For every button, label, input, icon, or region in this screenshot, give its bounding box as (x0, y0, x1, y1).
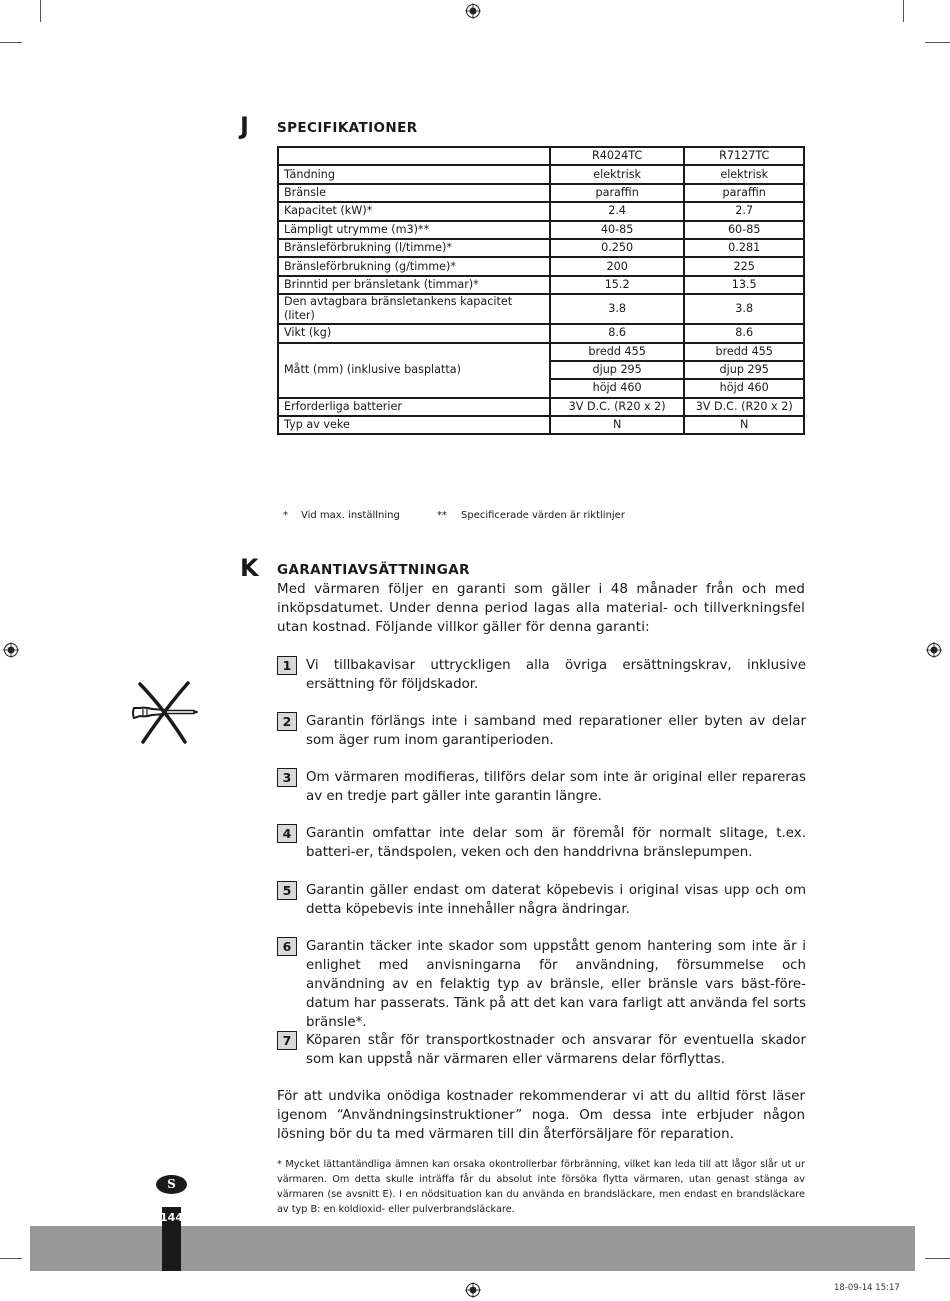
spec-value: elektrisk (684, 165, 804, 183)
spec-value: bredd 455 (550, 343, 684, 361)
spec-value: 3.8 (684, 294, 804, 324)
spec-value: djup 295 (550, 361, 684, 379)
spec-value: N (550, 416, 684, 434)
table-header-row (278, 147, 804, 165)
crop-mark (903, 0, 904, 22)
spec-label: Brinntid per bränsletank (timmar)* (278, 276, 550, 294)
table-row (278, 165, 804, 183)
spec-value: 0.250 (550, 239, 684, 257)
table-row (278, 257, 804, 275)
spec-label: Typ av veke (278, 416, 550, 434)
crop-mark (40, 0, 41, 22)
model-header-r4024tc: R4024TC (550, 147, 684, 165)
item-number-badge: 4 (277, 824, 297, 843)
spec-value: 3V D.C. (R20 x 2) (684, 398, 804, 416)
item-number-badge: 2 (277, 712, 297, 731)
spec-value: 13.5 (684, 276, 804, 294)
spec-label: Bränsleförbrukning (l/timme)* (278, 239, 550, 257)
warranty-condition-text: Garantin omfattar inte delar som är föremål för normalt slitage, t.ex. batteri-er, tändspolen, veken och den handdrivna bränslepumpen. (306, 826, 806, 860)
spec-label: Tändning (278, 165, 550, 183)
spec-label: Bränsleförbrukning (g/timme)* (278, 257, 550, 275)
warranty-condition-text: Garantin förlängs inte i samband med reparationer eller byten av delar som äger rum inom garantiperioden. (306, 714, 806, 748)
spec-value: 3V D.C. (R20 x 2) (550, 398, 684, 416)
item-number-badge: 7 (277, 1031, 297, 1050)
spec-label: Erforderliga batterier (278, 398, 550, 416)
spec-value: paraffin (684, 184, 804, 202)
crop-mark (925, 42, 950, 43)
registration-mark-icon (3, 642, 19, 658)
spec-label: Kapacitet (kW)* (278, 202, 550, 220)
spec-label: Bränsle (278, 184, 550, 202)
warranty-condition-text: Om värmaren modifieras, tillförs delar som inte är original eller repareras av en tredje part gäller inte garantin längre. (306, 770, 806, 804)
spec-label: Den avtagbara bränsletankens kapacitet (liter) (278, 294, 550, 324)
warranty-condition-text: Vi tillbakavisar uttryckligen alla övriga ersättningskrav, inklusive ersättning för följdskador. (306, 658, 806, 692)
section-letter-j: J (240, 112, 249, 140)
footnote-mark: * (283, 510, 288, 521)
flammability-note: * Mycket lättantändliga ämnen kan orsaka okontrollerbar förbränning, vilket kan leda till att lågor slår ut ur värmaren. Om detta skulle inträffa får du absolut inte försöka flytta värmaren, utan genast stänga av värmaren (se avsnitt E). I en nödsituation kan du använda en brandsläckare, men endast en brandsläckare av typ B: en koldioxid- eller pulverbrandsläckare. (277, 1159, 805, 1215)
table-cell (278, 147, 550, 165)
table-row (278, 343, 804, 361)
spec-value: N (684, 416, 804, 434)
crop-mark (0, 42, 22, 43)
spec-value: 3.8 (550, 294, 684, 324)
registration-mark-icon (465, 1282, 481, 1298)
spec-value: 200 (550, 257, 684, 275)
spec-label-dimensions: Mått (mm) (inklusive basplatta) (278, 343, 550, 398)
spec-value: djup 295 (684, 361, 804, 379)
spec-value: höjd 460 (550, 379, 684, 397)
item-number-badge: 5 (277, 881, 297, 900)
spec-value: 8.6 (684, 324, 804, 342)
section-title-warranty: GARANTIAVSÄTTNINGAR (277, 562, 470, 578)
spec-value: 60-85 (684, 221, 804, 239)
item-number-badge: 1 (277, 656, 297, 675)
spec-value: paraffin (550, 184, 684, 202)
item-number-badge: 6 (277, 937, 297, 956)
item-number-badge: 3 (277, 768, 297, 787)
footnote-text: Specificerade värden är riktlinjer (461, 510, 625, 521)
table-row (278, 398, 804, 416)
warranty-closing-paragraph: För att undvika onödiga kostnader rekommenderar vi att du alltid först läser igenom “Användningsinstruktioner” noga. Om dessa inte erbjuder någon lösning bör du ta med värmaren till din återförsäljare för reparation. (277, 1089, 805, 1142)
print-date: 18-09-14 15:17 (834, 1283, 900, 1293)
table-row (278, 324, 804, 342)
specifications-table (277, 146, 805, 435)
table-row (278, 202, 804, 220)
spec-value: 15.2 (550, 276, 684, 294)
spec-value: 225 (684, 257, 804, 275)
section-letter-k: K (240, 554, 259, 582)
spec-label: Lämpligt utrymme (m3)** (278, 221, 550, 239)
table-row (278, 276, 804, 294)
table-row (278, 416, 804, 434)
crop-mark (925, 1258, 950, 1259)
page-number: 144 (160, 1211, 183, 1224)
registration-mark-icon (926, 642, 942, 658)
spec-label: Vikt (kg) (278, 324, 550, 342)
spec-value: elektrisk (550, 165, 684, 183)
table-row (278, 221, 804, 239)
crop-mark (0, 1258, 22, 1259)
no-screwdriver-icon (130, 680, 200, 744)
section-title-specifications: SPECIFIKATIONER (277, 120, 418, 136)
table-row (278, 239, 804, 257)
registration-mark-icon (465, 3, 481, 19)
spec-value: höjd 460 (684, 379, 804, 397)
table-row (278, 184, 804, 202)
warranty-condition-text: Garantin gäller endast om daterat köpebevis i original visas upp och om detta köpebevis inte innehåller några ändringar. (306, 883, 806, 917)
spec-value: 2.4 (550, 202, 684, 220)
footnote-text: Vid max. inställning (301, 510, 400, 521)
table-row (278, 294, 804, 324)
spec-value: 0.281 (684, 239, 804, 257)
spec-value: 40-85 (550, 221, 684, 239)
language-badge: S (156, 1175, 187, 1194)
footnote-mark: ** (437, 510, 447, 521)
warranty-intro: Med värmaren följer en garanti som gäller i 48 månader från och med inköpsdatumet. Under denna period lagas alla material- och tillverkningsfel utan kostnad. Följande villkor gäller för denna garanti: (277, 582, 805, 635)
warranty-condition-text: Köparen står för transportkostnader och ansvarar för eventuella skador som kan uppstå när värmaren eller värmarens delar förflyttas. (306, 1033, 806, 1067)
spec-value: 8.6 (550, 324, 684, 342)
spec-value: 2.7 (684, 202, 804, 220)
warranty-condition-text: Garantin täcker inte skador som uppstått genom hantering som inte är i enlighet med anvisningarna för användning, försummelse och användning av en felaktig typ av bränsle, eller bränsle vars bäst-före-datum har passerats. Tänk på att det kan vara farligt att använda fel sorts bränsle*. (306, 939, 806, 1030)
spec-value: bredd 455 (684, 343, 804, 361)
model-header-r7127tc: R7127TC (684, 147, 804, 165)
